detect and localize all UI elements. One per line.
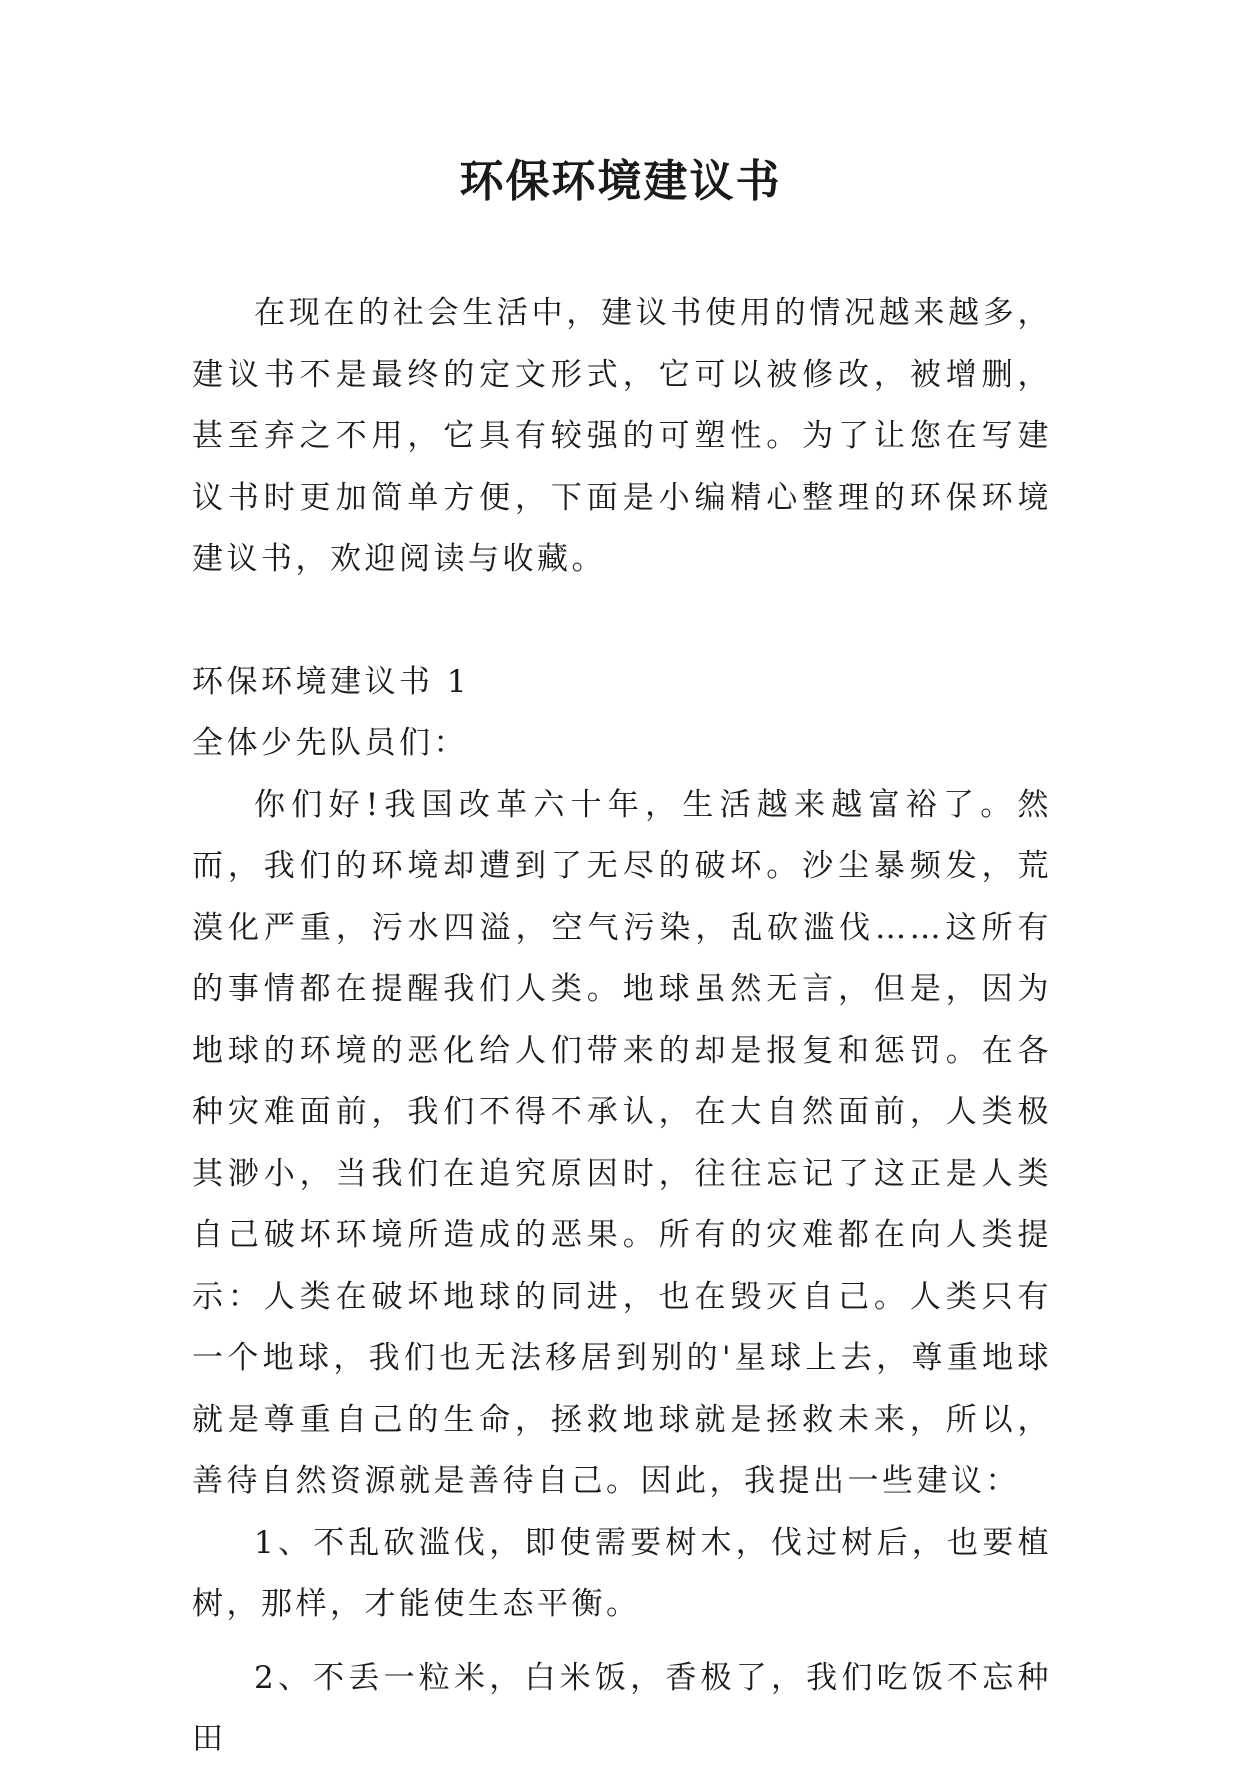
- paragraph-spacer: [192, 591, 1052, 652]
- paragraph-spacer: [192, 1636, 1052, 1648]
- suggestion-item-1: 1、不乱砍滥伐，即使需要树木，伐过树后，也要植树，那样，才能使生态平衡。: [192, 1524, 1052, 1622]
- document-body: [192, 283, 1052, 1771]
- document-title: 环保环境建议书: [459, 156, 782, 207]
- suggestion-item-2: 2、不丢一粒米，白米饭，香极了，我们吃饭不忘种田: [192, 1659, 1052, 1757]
- section-heading: 环保环境建议书 1: [192, 663, 471, 700]
- intro-paragraph: 在现在的社会生活中，建议书使用的情况越来越多，建议书不是最终的定文形式，它可以被修改，被增删，甚至弃之不用，它具有较强的可塑性。为了让您在写建议书时更加简单方便，下面是小编精心整理的环保环境建议书，欢迎阅读与收藏。: [192, 295, 1052, 577]
- salutation: 全体少先队员们：: [192, 725, 468, 761]
- body-paragraph: 你们好!我国改革六十年，生活越来越富裕了。然而，我们的环境却遭到了无尽的破坏。沙尘暴频发，荒漠化严重，污水四溢，空气污染，乱砍滥伐……这所有的事情都在提醒我们人类。地球虽然无言，但是，因为地球的环境的恶化给人们带来的却是报复和惩罚。在各种灾难面前，我们不得不承认，在大自然面前，人类极其渺小，当我们在追究原因时，往往忘记了这正是人类自己破坏环境所造成的恶果。所有的灾难都在向人类提示：人类在破坏地球的同进，也在毁灭自己。人类只有一个地球，我们也无法移居到别的'星球上去，尊重地球就是尊重自己的生命，拯救地球就是拯救未来，所以，善待自然资源就是善待自己。因此，我提出一些建议：: [192, 786, 1052, 1499]
